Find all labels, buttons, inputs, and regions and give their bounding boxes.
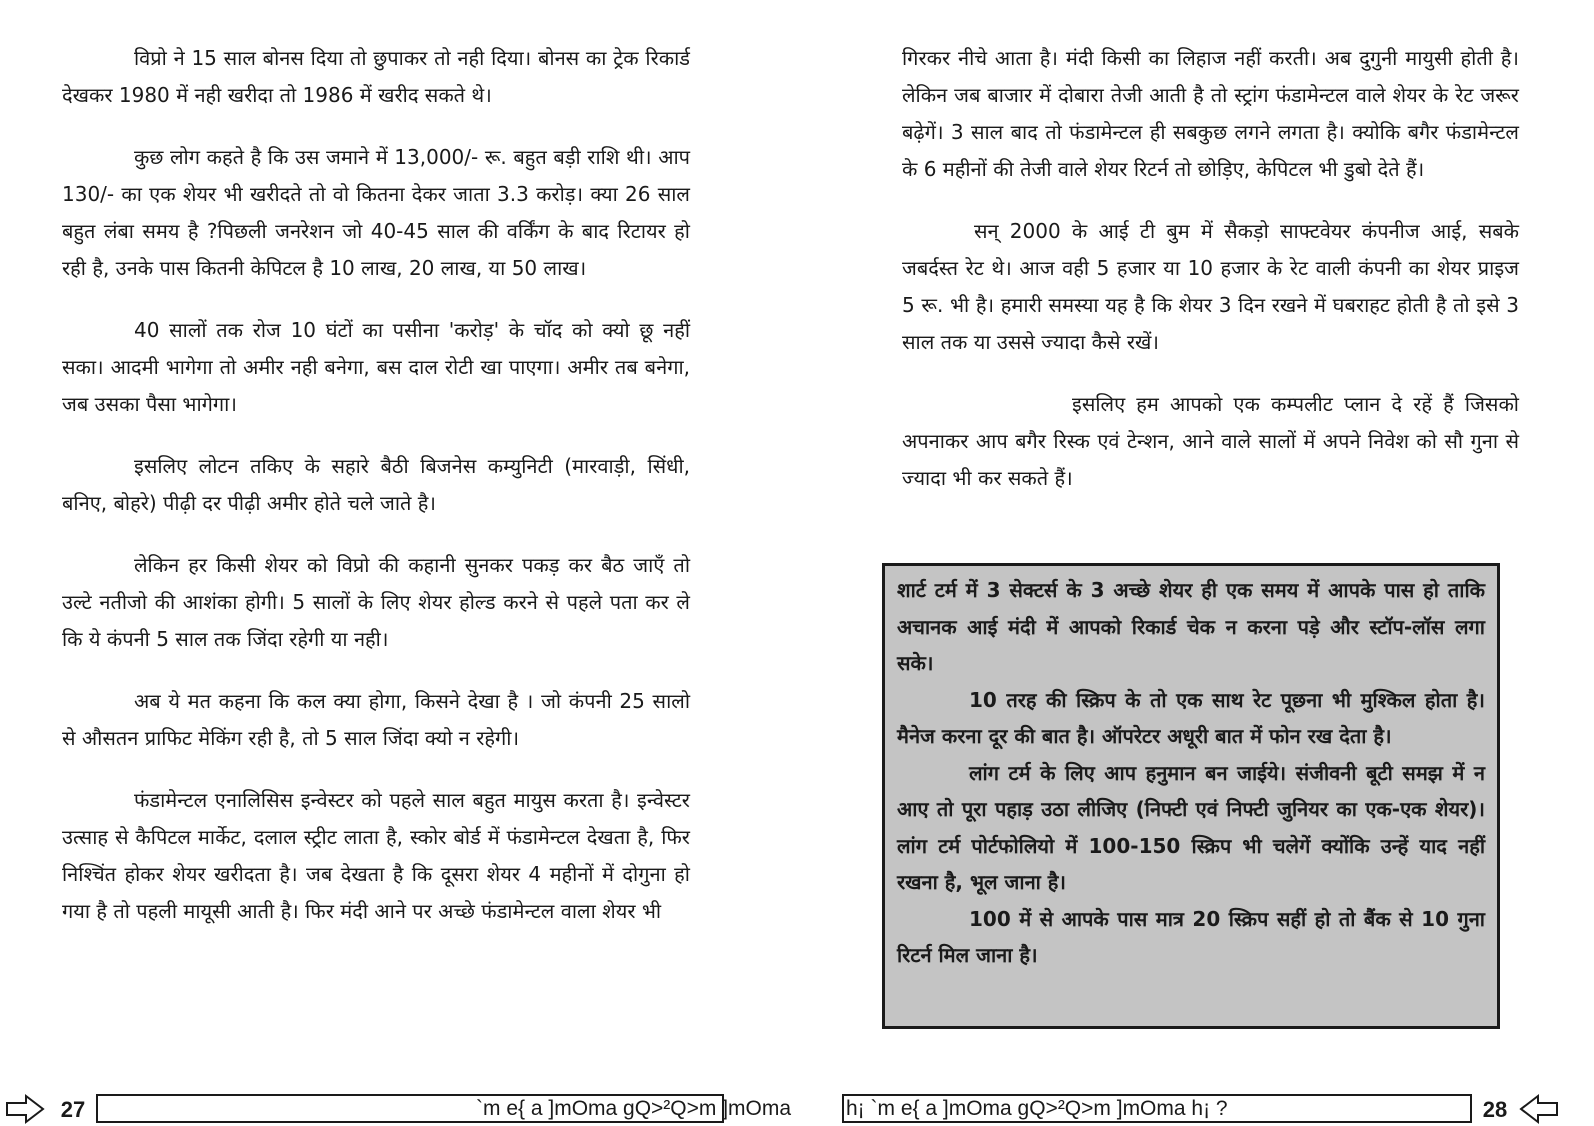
arrow-left-icon xyxy=(1520,1095,1558,1123)
page-footer xyxy=(0,1093,1594,1126)
paragraph: अब ये मत कहना कि कल क्या होगा, किसने देखा है । जो कंपनी 25 सालो से औसतन प्राफिट मेकिंग रही है, तो 5 साल जिंदा क्यो न रहेगी। xyxy=(62,689,690,750)
paragraph: कुछ लोग कहते है कि उस जमाने में 13,000/- रू. बहुत बड़ी राशि थी। आप 130/- का एक शेयर भी खरीदते तो वो कितना देकर जाता 3.3 करोड़। क्या 26 साल बहुत लंबा समय है ?पिछली जनरेशन जो 40-45 साल की वर्किंग के बाद रिटायर हो रही है, उनके पास कितनी केपिटल है 10 लाख, 20 लाख, या 50 लाख। xyxy=(62,145,690,280)
paragraph: 40 सालों तक रोज 10 घंटों का पसीना 'करोड़' के चॉद को क्यो छू नहीं सका। आदमी भागेगा तो अमीर नही बनेगा, बस दाल रोटी खा पाएगा। अमीर तब बनेगा, जब उसका पैसा भागेगा। xyxy=(62,318,690,416)
box-paragraph: 100 में से आपके पास मात्र 20 स्क्रिप सहीं हो तो बैंक से 10 गुना रिटर्न मिल जाना है। xyxy=(897,906,1485,967)
paragraph: विप्रो ने 15 साल बोनस दिया तो छुपाकर तो नही दिया। बोनस का ट्रेक रिकार्ड देखकर 1980 में नही खरीदा तो 1986 में खरीद सकते थे। xyxy=(62,46,690,107)
paragraph: इसलिए हम आपको एक कम्पलीट प्लान दे रहें हैं जिसको अपनाकर आप बगैर रिस्क एवं टेन्शन, आने वाले सालों में अपने निवेश को सौ गुना से ज्यादा भी कर सकते हैं। xyxy=(902,392,1519,490)
left-text-column xyxy=(62,40,690,955)
arrow-right-icon xyxy=(6,1095,44,1123)
box-paragraph: 10 तरह की स्क्रिप के तो एक साथ रेट पूछना भी मुश्किल होता है। मैनेज करना दूर की बात है। ऑपरेटर अधूरी बात में फोन रख देता है। xyxy=(897,687,1485,748)
box-paragraph: शार्ट टर्म में 3 सेक्टर्स के 3 अच्छे शेयर ही एक समय में आपके पास हो ताकि अचानक आई मंदी में आपको रिकार्ड चेक न करना पड़े और स्टॉप-लॉस लगा सके। xyxy=(897,578,1485,675)
paragraph: गिरकर नीचे आता है। मंदी किसी का लिहाज नहीं करती। अब दुगुनी मायुसी होती है। लेकिन जब बाजार में दोबारा तेजी आती है तो स्ट्रांग फंडामेन्टल वाले शेयर के रेट जरूर बढ़ेगें। 3 साल बाद तो फंडामेन्टल ही सबकुछ लगने लगता है। क्योकि बगैर फंडामेन्टल के 6 महीनों की तेजी वाले शेयर रिटर्न तो छोड़िए, केपिटल भी डुबो देते हैं। xyxy=(902,46,1519,181)
footer-bar-left-text: `m e{ a ]mOma gQ>²Q>m ]mOma xyxy=(476,1097,792,1120)
highlight-box xyxy=(882,563,1500,1029)
paragraph: सन् 2000 के आई टी बुम में सैकड़ो साफ्टवेयर कंपनीज आई, सबके जबर्दस्त रेट थे। आज वही 5 हजार या 10 हजार के रेट वाली कंपनी का शेयर प्राइज 5 रू. भी है। हमारी समस्या यह है कि शेयर 3 दिन रखने में घबराहट होती है तो इसे 3 साल तक या उससे ज्यादा कैसे रखें। xyxy=(902,219,1519,354)
left-page xyxy=(0,0,797,1080)
footer-bar-left xyxy=(96,1094,792,1123)
box-paragraph: लांग टर्म के लिए आप हनुमान बन जाईये। संजीवनी बूटी समझ में न आए तो पूरा पहाड़ उठा लीजिए (निफ्टी एवं निफ्टी जुनियर का एक-एक शेयर)। लांग टर्म पोर्टफोलियो में 100-150 स्क्रिप भी चलेगें क्योंकि उन्हें याद नहीं रखना है, भूल जाना है। xyxy=(897,760,1485,894)
footer-bar-right xyxy=(842,1094,1472,1123)
right-text-column xyxy=(902,40,1519,522)
paragraph: लेकिन हर किसी शेयर को विप्रो की कहानी सुनकर पकड़ कर बैठ जाएँ तो उल्टे नतीजो की आशंका होगी। 5 सालों के लिए शेयर होल्ड करने से पहले पता कर ले कि ये कंपनी 5 साल तक जिंदा रहेगी या नही। xyxy=(62,553,690,651)
page-number-left: 27 xyxy=(60,1097,86,1122)
paragraph: फंडामेन्टल एनालिसिस इन्वेस्टर को पहले साल बहुत मायुस करता है। इन्वेस्टर उत्साह से कैपिटल मार्केट, दलाल स्ट्रीट लाता है, स्कोर बोर्ड में फंडामेन्टल देखता है, फिर निश्चिंत होकर शेयर खरीदता है। जब देखता है कि दूसरा शेयर 4 महीनों में दोगुना हो गया है तो पहली मायूसी आती है। फिर मंदी आने पर अच्छे फंडामेन्टल वाला शेयर भी xyxy=(62,788,690,923)
right-page xyxy=(797,0,1594,1080)
page-number-right: 28 xyxy=(1482,1097,1508,1122)
paragraph: इसलिए लोटन तकिए के सहारे बैठी बिजनेस कम्युनिटी (मारवाड़ी, सिंधी, बनिए, बोहरे) पीढ़ी दर पीढ़ी अमीर होते चले जाते है। xyxy=(62,454,690,515)
footer-bar-right-text: h¡ `m e{ a ]mOma gQ>²Q>m ]mOma h¡ ? xyxy=(846,1097,1228,1120)
